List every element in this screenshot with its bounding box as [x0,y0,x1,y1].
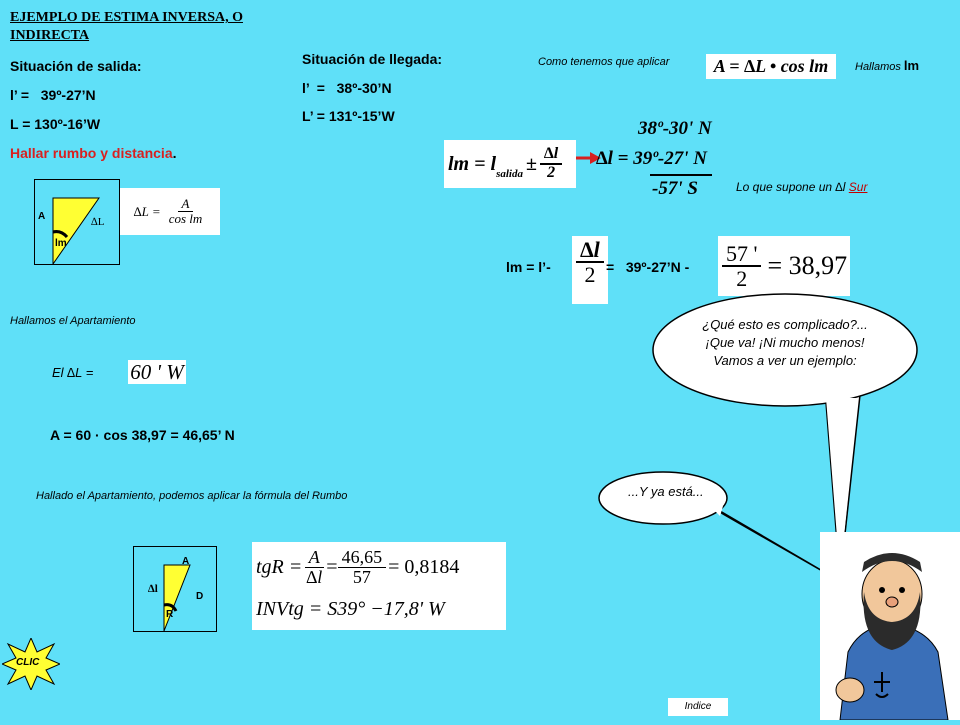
lm-result-num-2: 57 ' [722,242,761,267]
llegada-label: Situación de llegada: [302,51,443,67]
label-r: R [166,609,174,620]
lm-result-lhs: lm = l’- [506,259,551,275]
llegada-lon: L’ = 131º-15’W [302,108,395,124]
lm-result-num: ∆l [576,238,604,263]
formula-den: cos lm [168,211,203,226]
label-d: D [196,591,204,602]
rumbo-line-2: INVtg = S39° −17,8' W [256,598,445,620]
lm-pm: ± [525,152,537,175]
lm-den: 2 [547,164,556,181]
lm-result-fraction [572,238,608,286]
indice-button[interactable]: Indice [668,698,728,716]
rumbo-den-1: ∆l [306,566,323,587]
rumbo-lhs: tgR = [256,555,303,578]
lat-stack-3: -57' S [652,178,698,199]
lm-result-fraction-2 [722,242,761,290]
rumbo-num-2: 46,65 [338,548,387,568]
hallamos-lm: lm [903,58,920,73]
rumbo-num-1: A [305,548,324,568]
salida-lon: L = 130º-16’W [10,116,101,132]
sur-link[interactable]: Sur [848,180,868,194]
hallar-dot: . [172,145,177,161]
rumbo-frac-2 [338,548,387,587]
triangle-shape [35,180,119,264]
hallamos-text: Hallamos [855,61,901,73]
intro-hallamos [855,58,919,73]
lm-result-frac-box [572,236,608,304]
clic-button[interactable] [2,638,60,690]
llegada-lat: l’ = 38º-30’N [302,80,392,96]
rumbo-formula-box [252,542,506,630]
lat-stack-rule [650,174,712,176]
supone-label: Lo que supone un ∆l [736,180,846,194]
formula-num: A [178,197,194,212]
supone-text [736,180,867,194]
formula-lhs: ∆L = [133,203,161,219]
lat-stack-1: 38º-30' N [638,118,712,139]
el-delta-l: El ∆L = [52,365,94,380]
triangle-diagram-rumbo [133,546,217,632]
lm-lhs: lm = l [448,152,497,175]
label-delta-l-2: ∆l [148,583,158,595]
page-title: EJEMPLO DE ESTIMA INVERSA, O INDIRECTA [10,10,243,43]
rumbo-eq: = [326,555,338,578]
lm-result-value: = 38,97 [767,251,848,280]
rumbo-line-1 [256,542,506,592]
intro-como: Como tenemos que aplicar [538,56,670,68]
lm-result-den: 2 [584,262,596,288]
clic-label: CLIC [16,657,40,668]
lm-formula-box [444,140,576,188]
label-a: A [38,211,46,222]
salida-lat: l’ = 39º-27’N [10,87,96,103]
hallar-red: Hallar rumbo y distancia [10,145,173,161]
hallado-text: Hallado el Apartamiento, podemos aplicar la fórmula del Rumbo [36,490,348,502]
label-delta-l: ∆L [91,216,105,228]
character-drawing [820,532,960,720]
lm-sub: salida [496,168,523,180]
bubble-text-large: ¿Qué esto es complicado?... ¡Que va! ¡Ni mucho menos! Vamos a ver un ejemplo: [702,317,868,368]
salida-label: Situación de salida: [10,58,142,74]
hallar-text [10,145,177,161]
apartamiento-calc: A = 60 · cos 38,97 = 46,65’ N [50,427,235,443]
lm-num: ∆l [540,146,562,165]
triangle-diagram-lm [34,179,120,265]
lm-result-den-2: 2 [736,266,748,291]
lm-result-mid: = 39º-27’N - [606,259,690,275]
triangle-shape-2 [134,547,216,631]
speech-bubble-small [598,470,858,590]
apartamiento-heading: Hallamos el Apartamiento [10,315,136,327]
label-a-2: A [182,556,190,567]
formula-apartamiento-box: A = ∆L • cos lm [706,54,836,79]
lm-result-box [718,236,850,296]
formula-delta-l-box [120,188,220,235]
captain-haddock-illustration [820,532,960,720]
lat-stack-2: ∆l = 39º-27' N [596,148,708,169]
lm-fraction [540,146,562,182]
rumbo-frac-1 [302,548,326,587]
rumbo-den-2: 57 [352,566,371,587]
formula-fraction [165,197,207,225]
label-lm: lm [55,238,67,249]
bubble-text-small: ...Y ya está... [628,484,704,499]
rumbo-result: = 0,8184 [388,555,460,578]
delta-l-value-box: 60 ' W [128,360,186,384]
